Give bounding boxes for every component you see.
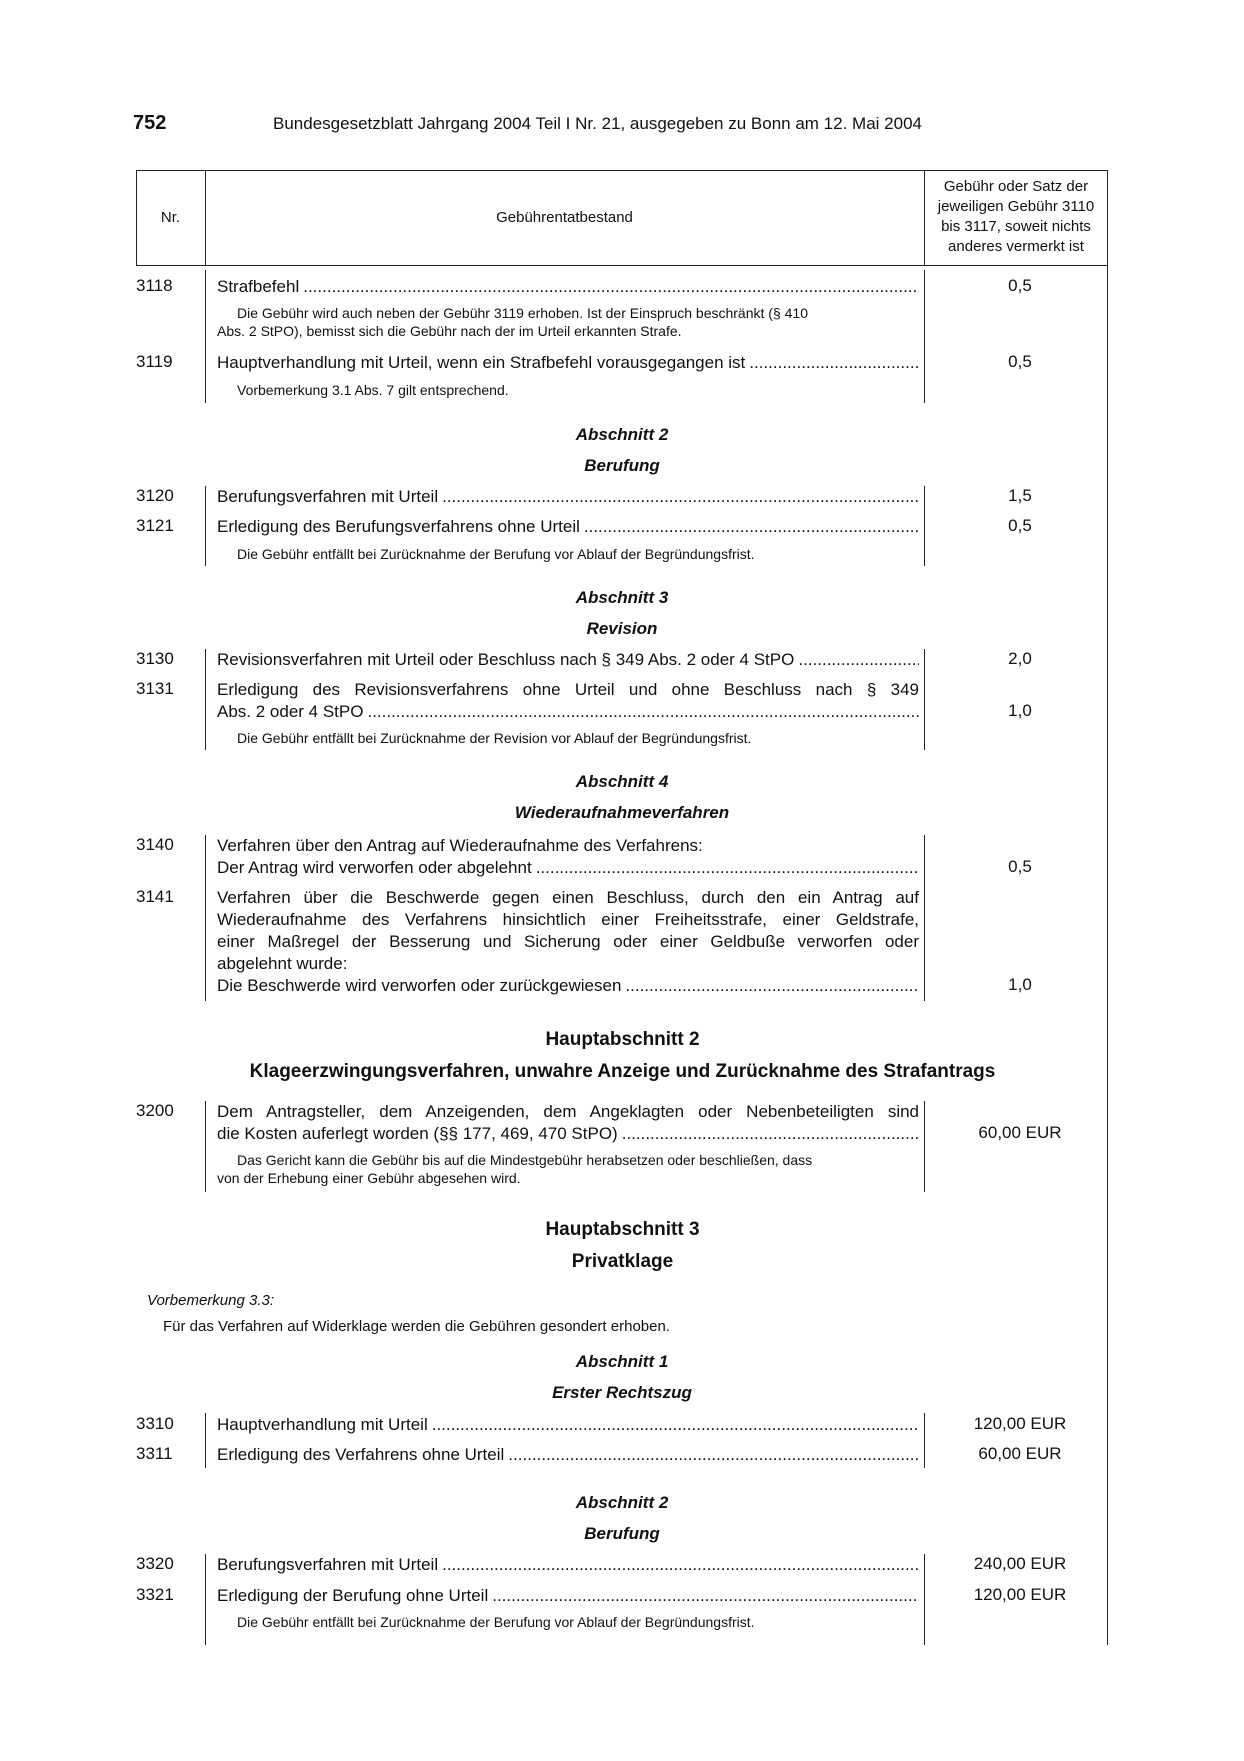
row-description-line: abgelehnt wurde: (217, 954, 348, 973)
row-rate: 0,5 (1008, 352, 1032, 371)
nr-column-rule (205, 270, 206, 403)
row-description (217, 857, 919, 879)
preliminary-note-text: Für das Verfahren auf Widerklage werden die Gebühren gesondert erhoben. (163, 1318, 670, 1335)
row-description (217, 975, 919, 997)
nr-column-rule (205, 486, 206, 566)
row-note (217, 381, 919, 399)
leader-dots (442, 1554, 919, 1576)
row-description-line: Wiederaufnahme des Verfahrens hinsichtlich einer Freiheitsstrafe, einer Geldstrafe, (217, 910, 919, 929)
row-rate: 0,5 (1008, 857, 1032, 876)
row-description-line: Verfahren über die Beschwerde gegen einen Beschluss, durch den ein Antrag auf (217, 888, 919, 907)
row-description (217, 1585, 919, 1607)
column-header-tatbestand: Gebührentatbestand (496, 209, 633, 226)
row-rate: 60,00 EUR (978, 1444, 1062, 1463)
section-title: Revision (586, 619, 658, 638)
row-rate: 60,00 EUR (978, 1123, 1062, 1142)
section-label: Abschnitt 1 (575, 1352, 669, 1371)
leader-dots (584, 516, 919, 538)
main-section-title: Klageerzwingungsverfahren, unwahre Anzeige und Zurücknahme des Strafantrags (249, 1061, 996, 1082)
rate-column-rule (924, 1101, 925, 1192)
row-number: 3320 (136, 1554, 174, 1573)
row-description-line: Dem Antragsteller, dem Anzeigenden, dem Angeklagten oder Nebenbeteiligten sind (217, 1102, 919, 1121)
leader-dots (749, 352, 919, 374)
row-note (217, 304, 919, 340)
row-text: Abs. 2 oder 4 StPO (217, 702, 364, 721)
row-note (217, 545, 919, 563)
row-text: Revisionsverfahren mit Urteil oder Beschluss nach § 349 Abs. 2 oder 4 StPO (217, 650, 795, 669)
leader-dots (432, 1414, 919, 1436)
leader-dots (508, 1444, 919, 1466)
row-text: Berufungsverfahren mit Urteil (217, 1555, 439, 1574)
leader-dots (367, 701, 919, 723)
row-description (217, 486, 919, 508)
row-number: 3130 (136, 649, 174, 668)
leader-dots (536, 857, 919, 879)
section-title: Berufung (584, 1524, 660, 1543)
row-text: Hauptverhandlung mit Urteil (217, 1415, 428, 1434)
row-rate: 0,5 (1008, 516, 1032, 535)
row-text: Der Antrag wird verworfen oder abgelehnt (217, 858, 532, 877)
leader-dots (798, 649, 919, 671)
row-text: Erledigung der Berufung ohne Urteil (217, 1586, 489, 1605)
rate-column-rule (924, 649, 925, 750)
row-text: Erledigung des Verfahrens ohne Urteil (217, 1445, 505, 1464)
row-description (217, 1123, 919, 1145)
row-rate: 1,5 (1008, 486, 1032, 505)
section-label: Abschnitt 2 (575, 1493, 669, 1512)
main-section-label: Hauptabschnitt 3 (545, 1219, 700, 1240)
leader-dots (492, 1585, 919, 1607)
row-text: Hauptverhandlung mit Urteil, wenn ein Strafbefehl vorausgegangen ist (217, 353, 746, 372)
rate-column-rule (924, 1413, 925, 1468)
leader-dots (303, 276, 919, 298)
row-rate: 1,0 (1008, 701, 1032, 720)
main-section-label: Hauptabschnitt 2 (545, 1029, 700, 1050)
row-number: 3118 (136, 276, 173, 295)
section-title: Wiederaufnahmeverfahren (514, 803, 730, 822)
section-label: Abschnitt 3 (575, 588, 669, 607)
rate-header-line: jeweiligen Gebühr 3110 (937, 198, 1095, 215)
column-header-rate (925, 177, 1107, 257)
row-number: 3200 (136, 1101, 174, 1120)
page-number: 752 (133, 112, 167, 134)
row-note (217, 729, 919, 747)
row-number: 3311 (136, 1444, 173, 1463)
row-rate: 120,00 EUR (973, 1585, 1067, 1604)
row-description (217, 276, 919, 298)
row-number: 3119 (136, 352, 173, 371)
rate-header-line: anderes vermerkt ist (948, 238, 1084, 255)
nr-column-rule (205, 1413, 206, 1468)
row-number: 3121 (136, 516, 174, 535)
leader-dots (442, 486, 919, 508)
section-title: Berufung (584, 456, 660, 475)
row-rate: 1,0 (1008, 975, 1032, 994)
row-description-line: Erledigung des Revisionsverfahrens ohne Urteil und ohne Beschluss nach § 349 (217, 680, 919, 699)
row-text: Die Beschwerde wird verworfen oder zurückgewiesen (217, 976, 622, 995)
preliminary-note-heading: Vorbemerkung 3.3: (147, 1292, 275, 1309)
row-description (217, 516, 919, 538)
note-line: Das Gericht kann die Gebühr bis auf die Mindestgebühr herabsetzen oder beschließen, dass (237, 1152, 813, 1168)
nr-column-rule (205, 1554, 206, 1645)
main-section-title: Privatklage (571, 1251, 674, 1272)
row-description (217, 1554, 919, 1576)
row-description (217, 701, 919, 723)
running-header: Bundesgesetzblatt Jahrgang 2004 Teil I Nr. 21, ausgegeben zu Bonn am 12. Mai 2004 (273, 114, 922, 133)
row-description (217, 352, 919, 374)
nr-column-rule (205, 835, 206, 1001)
note-line: Die Gebühr entfällt bei Zurücknahme der Berufung vor Ablauf der Begründungsfrist. (237, 1614, 755, 1630)
row-text: die Kosten auferlegt worden (§§ 177, 469, 470 StPO) (217, 1124, 618, 1143)
row-number: 3131 (136, 679, 174, 698)
table-top-rule (136, 170, 1108, 171)
note-line: Die Gebühr wird auch neben der Gebühr 3119 erhoben. Ist der Einspruch beschränkt (§ 410 (237, 305, 808, 321)
rate-column-rule (924, 486, 925, 566)
section-title: Erster Rechtszug (552, 1383, 692, 1402)
row-rate: 240,00 EUR (973, 1554, 1067, 1573)
row-description (217, 649, 919, 671)
rate-header-line: bis 3117, soweit nichts (941, 218, 1091, 235)
note-line: Vorbemerkung 3.1 Abs. 7 gilt entsprechend. (237, 382, 509, 398)
row-description (217, 1444, 919, 1466)
row-rate: 0,5 (1008, 276, 1032, 295)
row-text: Strafbefehl (217, 277, 300, 296)
leader-dots (622, 1123, 919, 1145)
row-text: Erledigung des Berufungsverfahrens ohne Urteil (217, 517, 580, 536)
row-number: 3310 (136, 1414, 174, 1433)
rate-column-rule (924, 270, 925, 403)
table-header-rule (136, 265, 1108, 266)
nr-column-rule (205, 1101, 206, 1192)
note-line: Abs. 2 StPO), bemisst sich die Gebühr nach der im Urteil erkannten Strafe. (217, 323, 682, 339)
section-label: Abschnitt 4 (575, 772, 669, 791)
row-number: 3141 (136, 887, 174, 906)
rate-column-rule (924, 835, 925, 1001)
row-description-line: Verfahren über den Antrag auf Wiederaufnahme des Verfahrens: (217, 836, 703, 855)
note-line: von der Erhebung einer Gebühr abgesehen wird. (217, 1170, 521, 1186)
note-line: Die Gebühr entfällt bei Zurücknahme der Berufung vor Ablauf der Begründungsfrist. (237, 546, 755, 562)
row-number: 3120 (136, 486, 174, 505)
row-note (217, 1613, 919, 1631)
note-line: Die Gebühr entfällt bei Zurücknahme der Revision vor Ablauf der Begründungsfrist. (237, 730, 752, 746)
rate-header-line: Gebühr oder Satz der (943, 178, 1089, 195)
leader-dots (625, 975, 919, 997)
row-number: 3321 (136, 1585, 174, 1604)
nr-column-rule (205, 649, 206, 750)
row-description (217, 1414, 919, 1436)
row-rate: 2,0 (1008, 649, 1032, 668)
row-description-line: einer Maßregel der Besserung und Sicherung oder einer Geldbuße verworfen oder (217, 932, 919, 951)
column-header-nr: Nr. (160, 209, 181, 226)
section-label: Abschnitt 2 (575, 425, 669, 444)
row-number: 3140 (136, 835, 174, 854)
row-note (217, 1151, 919, 1187)
rate-column-rule (924, 1554, 925, 1645)
row-rate: 120,00 EUR (973, 1414, 1067, 1433)
row-text: Berufungsverfahren mit Urteil (217, 487, 439, 506)
